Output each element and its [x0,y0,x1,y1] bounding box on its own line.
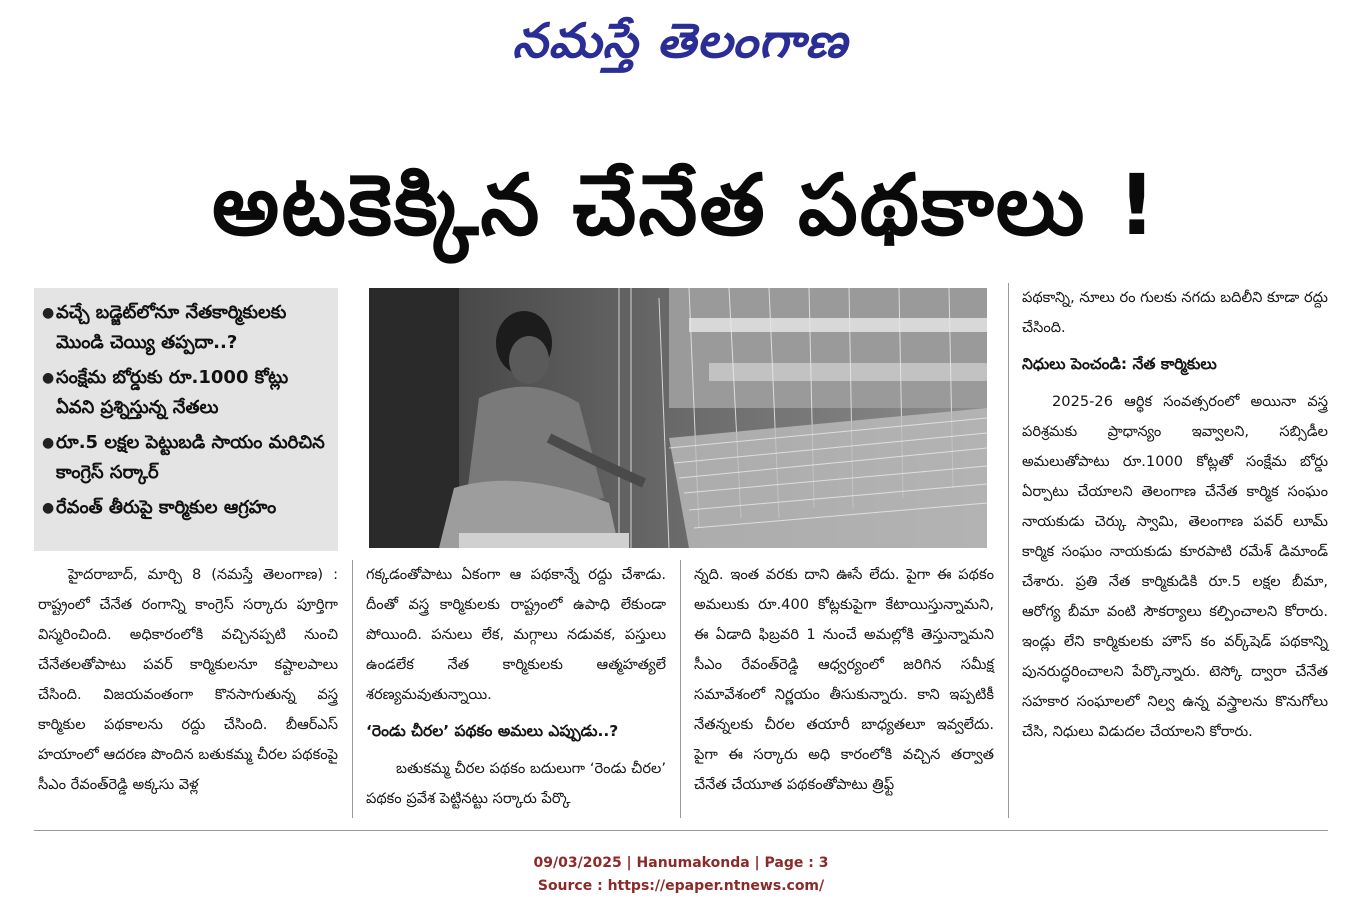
footer-divider [34,830,1328,831]
highlight-text: రేవంత్ తీరుపై కార్మికుల ఆగ్రహం [56,497,277,518]
article-paragraph: 2025-26 ఆర్థిక సంవత్సరంలో అయినా వస్త్ర పరిశ్రమకు ప్రాధాన్యం ఇవ్వాలని, సబ్సిడీల అమలుతోపాటు రూ.1000 కోట్లతో సంక్షేమ బోర్డు ఏర్పాటు చేయాలని తెలంగాణ చేనేత కార్మిక సంఘం నాయకుడు చెర్కు స్వామి, తెలంగాణ పవర్ లూమ్ కార్మిక సంఘం నాయకుడు కూరపాటి రమేశ్ డిమాండ్ చేశారు. ప్రతి నేత కార్మికుడికి రూ.5 లక్షల బీమా, ఆరోగ్య బీమా వంటి సౌకర్యాలు కల్పించాలని కోరారు. ఇండ్లు లేని కార్మికులకు హౌస్ కం వర్క్‌షెడ్ పథకాన్ని పునరుద్ధరించాలని పేర్కొన్నారు. టెస్కో ద్వారా చేనేత సహకార సంఘాలలో నిల్వ ఉన్న వస్త్రాలను కొనుగోలు చేసి, నిధులు విడుదల చేయాలని కోరారు. [1022,393,1328,740]
article-column-1 [38,560,338,800]
article-paragraph: హైదరాబాద్, మార్చి 8 (నమస్తే తెలంగాణ) : రాష్ట్రంలో చేనేత రంగాన్ని కాంగ్రెస్ సర్కారు పూర్తిగా విస్మరించింది. అధికారంలోకి వచ్చినప్పటి నుంచి చేనేతలతోపాటు పవర్ కార్మికులనూ కష్టాలపాలు చేసింది. విజయవంతంగా కొనసాగుతున్న వస్త్ర కార్మికుల పథకాలను రద్దు చేసింది. బీఆర్ఎస్ హయాంలో ఆదరణ పొందిన బతుకమ్మ చీరల పథకంపై సీఎం రేవంత్‌రెడ్డి అక్కసు వెళ్ల [38,566,338,793]
highlight-item [42,428,330,488]
article-paragraph: బతుకమ్మ చీరల పథకం బదులుగా ‘రెండు చీరల’ పథకం ప్రవేశ పెట్టినట్టు సర్కారు పేర్కొ [366,760,666,807]
publication-info: 09/03/2025 | Hanumakonda | Page : 3 [533,855,829,871]
weaver-at-loom-photo [369,288,987,548]
article-paragraph: గక్కడంతోపాటు ఏకంగా ఆ పథకాన్నే రద్దు చేశాడు. దీంతో వస్త్ర కార్మికులకు రాష్ట్రంలో ఉపాధి లేకుండా పోయింది. పనులు లేక, మగ్గాలు నడువక, పస్తులు ఉండలేక నేత కార్మికులకు ఆత్మహత్యలే శరణ్యమవుతున్నాయి. [366,566,666,703]
bullet-icon: ● [42,500,55,516]
highlight-text: వచ్చే బడ్జెట్‌లోనూ నేతకార్మికులకు మొండి చెయ్యి తప్పదా..? [56,302,287,353]
section-subheading: ‘రెండు చీరల’ పథకం అమలు ఎప్పుడు..? [366,722,619,740]
highlight-item [42,298,330,358]
article-column-3 [694,560,994,800]
highlights-box [34,288,338,551]
article-paragraph: న్నది. ఇంత వరకు దాని ఊసే లేదు. పైగా ఈ పథకం అమలుకు రూ.400 కోట్లకుపైగా కేటాయిస్తున్నామని, ఈ ఏడాది ఫిబ్రవరి 1 నుంచే అమల్లోకి తెస్తున్నామని సీఎం రేవంత్‌రెడ్డి ఆధ్వర్యంలో జరిగిన సమీక్ష సమావేశంలో నిర్ణయం తీసుకున్నారు. కాని ఇప్పటికీ నేతన్నలకు చీరల తయారీ బాధ్యతలూ ఇవ్వలేదు. పైగా ఈ సర్కారు అధి కారంలోకి వచ్చిన తర్వాత చేనేత చేయూత పథకంతోపాటు త్రిఫ్ట్ [694,566,994,793]
highlight-item [42,493,330,523]
highlight-text: రూ.5 లక్షల పెట్టుబడి సాయం మరిచిన కాంగ్రెస్ సర్కార్ [56,432,325,483]
bullet-icon: ● [42,370,55,386]
article-headline: అటకెక్కిన చేనేత పథకాలు ! [212,156,1158,254]
highlight-item [42,363,330,423]
bullet-icon: ● [42,305,55,321]
column-divider [680,560,681,818]
article-column-4 [1022,283,1328,747]
source-link[interactable]: Source : https://epaper.ntnews.com/ [537,878,825,894]
article-paragraph: పథకాన్ని, నూలు రం గులకు నగదు బదిలీని కూడా రద్దు చేసింది. [1022,289,1328,336]
highlight-text: సంక్షేమ బోర్డుకు రూ.1000 కోట్లు ఏవని ప్రశ్నిస్తున్న నేతలు [56,367,289,418]
article-column-2 [366,560,666,814]
bullet-icon: ● [42,435,55,451]
column-divider [1008,283,1009,818]
section-subheading: నిధులు పెంచండి: నేత కార్మికులు [1022,355,1217,373]
column-divider [352,560,353,818]
newspaper-masthead: నమస్తే తెలంగాణ [512,13,848,69]
